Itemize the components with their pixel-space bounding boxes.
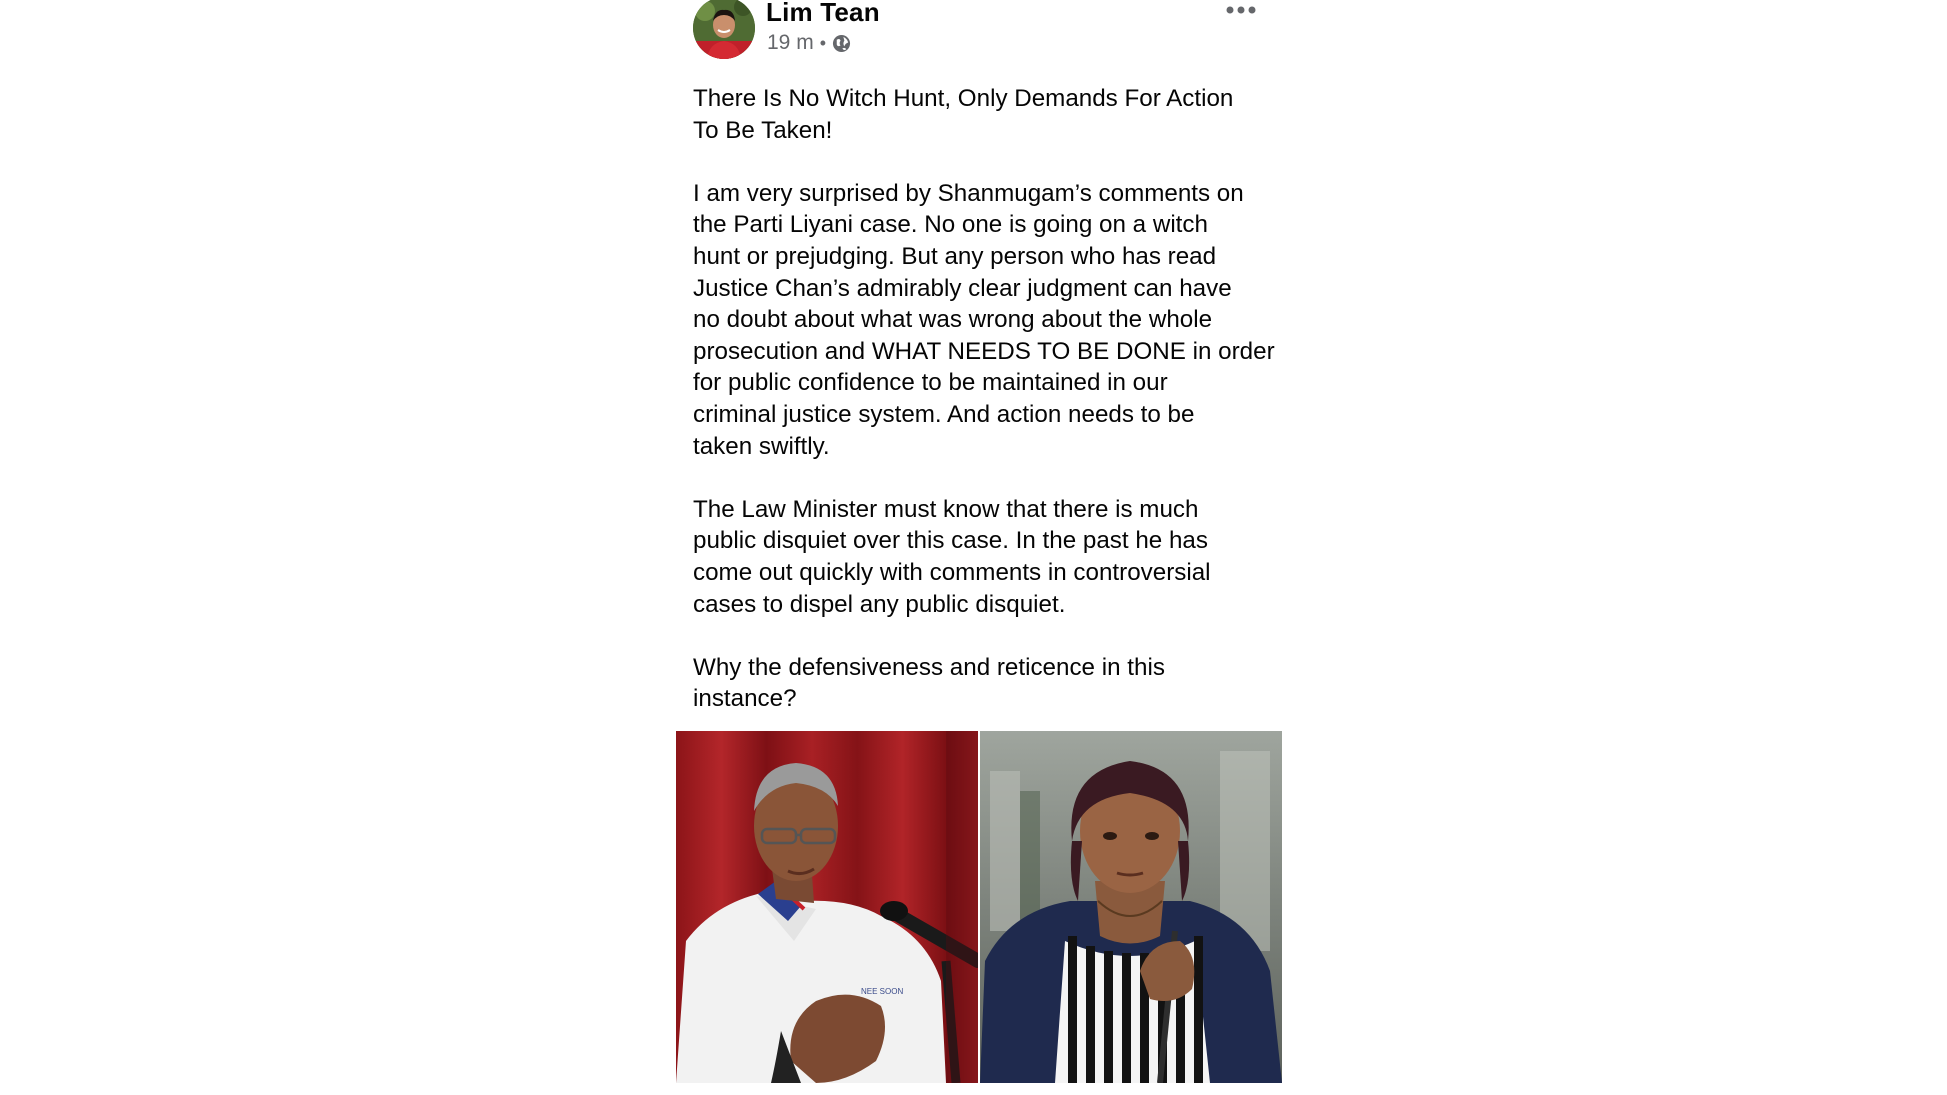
post-paragraph: I am very surprised by Shanmugam’s comments on the Parti Liyani case. No one is going on a witch hunt or prejudging. But any person who has read Justice Chan’s admirably clear judgment can have no doubt about what was wrong about the whole prosecution and WHAT NEEDS TO BE DONE in order for public confidence to be maintained in our criminal justice system. And action needs to be taken swiftly. [693,179,1275,460]
photo-woman[interactable] [980,731,1282,1083]
post-meta [767,31,851,55]
author-avatar[interactable] [693,0,755,59]
photo-man-speaking[interactable] [676,731,978,1083]
author-name[interactable]: Lim Tean [766,0,880,27]
post-photos [676,731,1282,1083]
more-horizontal-icon[interactable] [1224,0,1258,20]
post-body [693,83,1278,715]
facebook-post [676,0,1282,1095]
shirt-logo-text: NEE SOON [861,987,904,996]
post-paragraph: Why the defensiveness and reticence in this instance? [693,653,1165,713]
post-paragraph: The Law Minister must know that there is much public disquiet over this case. In the past he has come out quickly with comments in controversial cases to dispel any public disquiet. [693,495,1211,618]
globe-icon[interactable] [832,34,851,53]
post-timestamp[interactable]: 19 m [767,31,814,54]
meta-separator: • [819,32,826,53]
post-headline: There Is No Witch Hunt, Only Demands For Action To Be Taken! [693,85,1234,144]
